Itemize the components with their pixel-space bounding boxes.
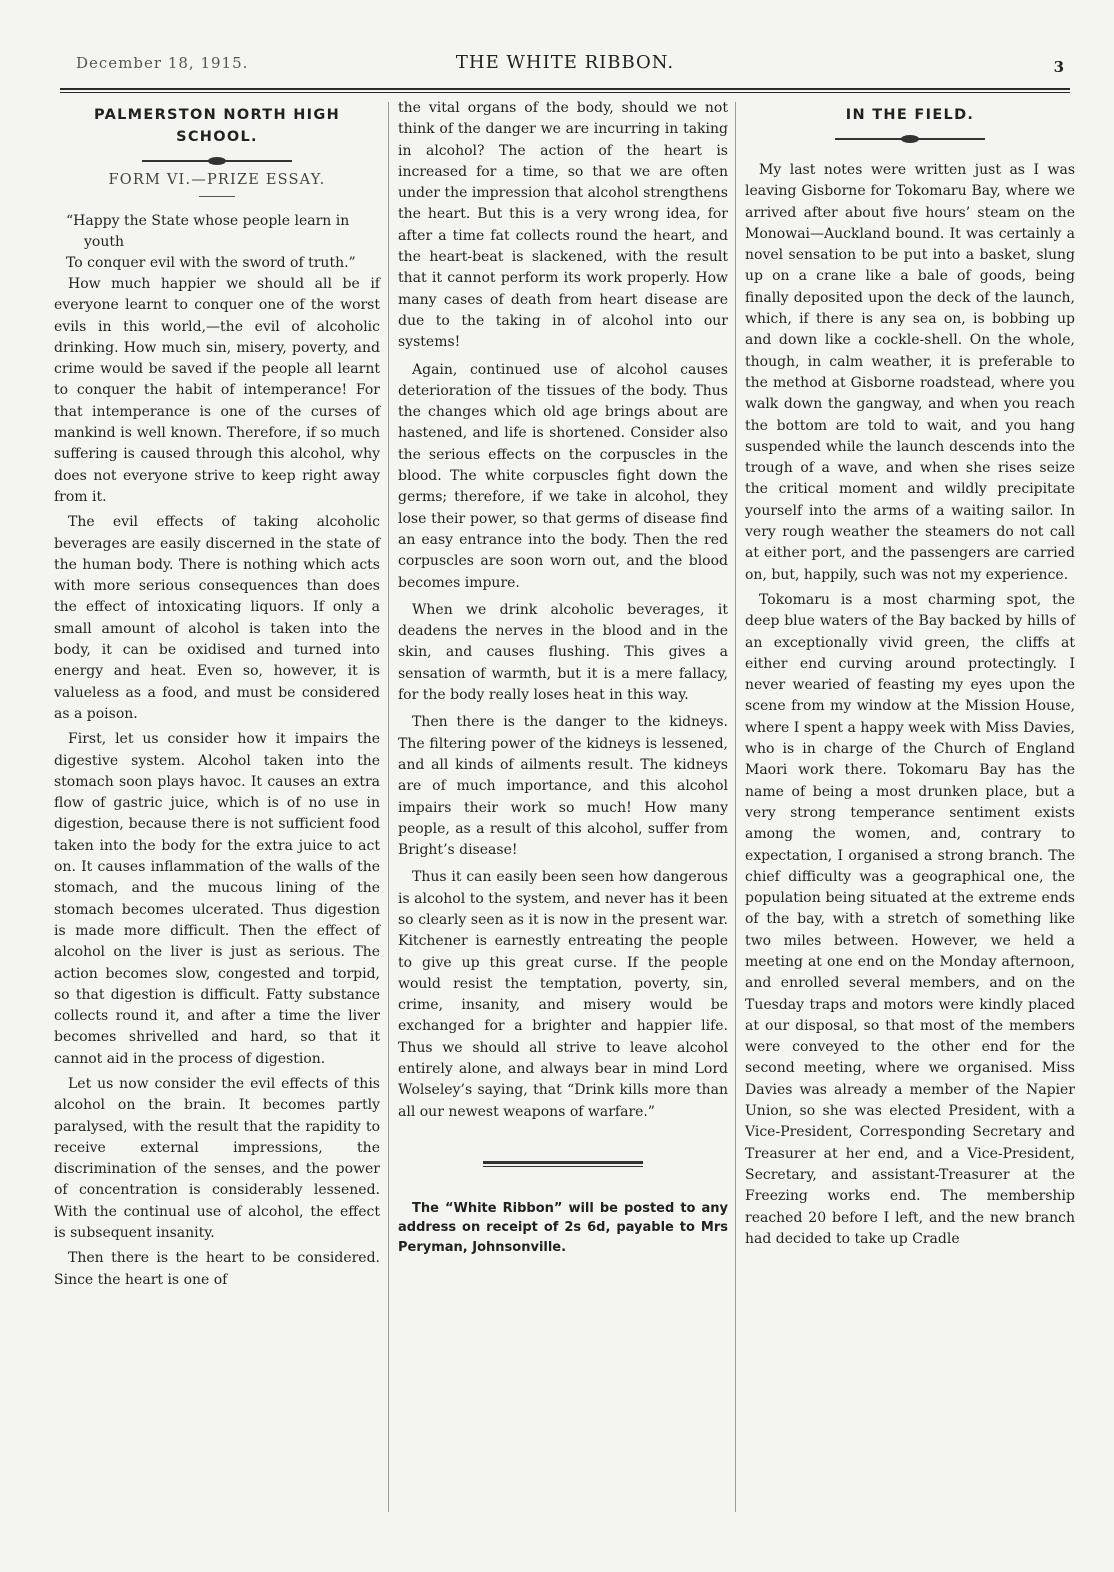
paragraph: How much happier we should all be if everyone learnt to conquer one of the worst evils in this world,—the evil of alcoholic drinking. How much sin, misery, poverty, and crime would be saved if the people all learnt to conquer the habit of intemperance! For that intemperance is one of the curses of mankind is well known. Therefore, if so much suffering is caused through this alcohol, why does not everyone strive to keep right away from it. <box>54 276 380 505</box>
paragraph: The evil effects of taking alcoholic beverages are easily discerned in the state of the human body. There is nothing which acts with more serious consequences than does the effect of intoxicating liquors. If only a small amount of alcohol is taken into the body, it can be oxidised and turned into energy and heat. Even so, however, it is valueless as a food, and must be considered as a poison. <box>54 514 380 722</box>
paragraph: Then there is the heart to be considered. Since the heart is one of <box>54 1250 380 1288</box>
subscription-notice: The “White Ribbon” will be posted to any address on receipt of 2s 6d, payable to Mrs Peryman, Johnsonville. <box>398 1200 728 1255</box>
column-3 <box>745 98 1075 1512</box>
paragraph: Let us now consider the evil effects of this alcohol on the brain. It becomes partly paralysed, with the result that the rapidity to receive external impressions, the discrimination of the senses, and the power of concentration is considerably lessened. With the continual use of alcohol, the effect is subsequent insanity. <box>54 1075 380 1242</box>
column-1 <box>54 98 380 1512</box>
issue-date: December 18, 1915. <box>76 54 249 72</box>
verse-line: “Happy the State whose people learn in youth <box>66 213 350 250</box>
paragraph: Tokomaru is a most charming spot, the deep blue waters of the Bay backed by hills of an exceptionally vivid green, the cliffs at either end curving around protectingly. I never wearied of feasting my eyes upon the scene from my window at the Mission House, where I spent a happy week with Miss Davies, who is in charge of the Church of England Maori work there. Tokomaru Bay has the name of being a most drunken place, but a very strong temperance sentiment exists among the women, and, contrary to expectation, I organised a strong branch. The chief difficulty was a geographical one, the population being situated at the extreme ends of the bay, with a stretch of something like two miles between. However, we held a meeting at one end on the Monday afternoon, and enrolled several members, and on the Tuesday traps and motors were kindly placed at our disposal, so that most of the members were conveyed to the other end for the second meeting, where we organised. Miss Davies was already a member of the Napier Union, so she was elected President, with a Vice-President, Corresponding Secretary and Treasurer at her end, and a Vice-President, Secretary, and assistant-Treasurer at the Freezing works end. The membership reached 20 before I left, and the new branch had decided to take up Cradle <box>745 591 1075 1247</box>
essay-title: PALMERSTON NORTH HIGH SCHOOL. <box>93 107 341 145</box>
paragraph: When we drink alcoholic beverages, it deadens the nerves in the blood and in the skin, and causes flushing. This gives a sensation of warmth, but it is a mere fallacy, for the body really loses heat in this way. <box>398 601 728 704</box>
paragraph: First, let us consider how it impairs the digestive system. Alcohol taken into the stomach soon plays havoc. It causes an extra flow of gastric juice, which is of no use in digestion, because there is not sufficient food taken into the body for the extra juice to act on. It causes inflammation of the walls of the stomach, and the mucous lining of the stomach becomes ulcerated. Thus digestion is made more difficult. Then the effect of alcohol on the liver is just as serious. The action becomes slow, congested and torpid, so that digestion is difficult. Fatty substance collects round it, and after a time the liver becomes shrivelled and hard, so that it cannot aid in the process of digestion. <box>54 731 380 1067</box>
page-number: 3 <box>1053 58 1064 76</box>
header-rule-thin <box>60 92 1070 93</box>
field-title: IN THE FIELD. <box>845 107 975 123</box>
ornament-divider <box>835 134 985 144</box>
paragraph: My last notes were written just as I was leaving Gisborne for Tokomaru Bay, where we arrived after about five hours’ steam on the Monowai—Auckland bound. It was certainly a novel sensation to be put into a basket, slung up on a crane like a bale of goods, being finally deposited upon the deck of the launch, which, if there is any sea on, is bobbing up and down like a cockle-shell. On the whole, though, in calm weather, it is preferable to the method at Gisborne roadstead, where you walk down the gangway, and when you reach the bottom are told to wait, and you hang suspended while the launch descends into the trough of a wave, and when she rises seize the critical moment and wildly precipitate yourself into the arms of a waiting sailor. In very rough weather the steamers do not call at either port, and the passengers are carried on, but, happily, such was not my experience. <box>745 162 1075 583</box>
epigraph-verse <box>54 211 380 274</box>
paragraph: Thus it can easily been seen how dangerous is alcohol to the system, and never has it been so clearly seen as it is now in the present war. Kitchener is earnestly entreating the people to give up this great curse. If the people would resist the temptation, poverty, sin, crime, insanity, and misery would be exchanged for a brighter and happier life. Thus we should all strive to leave alcohol entirely alone, and always bear in mind Lord Wolseley’s saying, that “Drink kills more than all our newest weapons of warfare.” <box>398 869 728 1120</box>
section-divider <box>483 1161 643 1167</box>
paragraph: Again, continued use of alcohol causes deterioration of the tissues of the body. Thus the changes which old age brings about are hastened, and life is shortened. Consider also the serious effects on the corpuscles in the blood. The white corpuscles fight down the germs; therefore, if we take in alcohol, they lose their power, so that germs of disease find an easy entrance into the body. Then the red corpuscles are soon worn out, and the blood becomes impure. <box>398 361 728 591</box>
column-2 <box>398 98 728 1512</box>
essay-subtitle: FORM VI.—PRIZE ESSAY. <box>108 172 326 188</box>
short-divider <box>199 196 235 197</box>
verse-line: To conquer evil with the sword of truth.” <box>66 255 356 271</box>
publication-title: THE WHITE RIBBON. <box>455 52 675 73</box>
header-rule <box>60 88 1070 90</box>
running-head <box>60 50 1070 80</box>
ornament-divider <box>142 156 292 166</box>
paragraph-continued: the vital organs of the body, should we not think of the danger we are incurring in taking in alcohol? The action of the heart is increased for a time, so that we are often under the impression that alcohol strengthens the heart. But this is a very wrong idea, for after a time fat collects round the heart, and the heart-beat is slackened, with the result that it cannot perform its work properly. How many cases of death from heart disease are due to the taking in of alcohol into our systems! <box>398 100 728 351</box>
paragraph: Then there is the danger to the kidneys. The filtering power of the kidneys is lessened, and all kinds of ailments result. The kidneys are of much importance, and this alcohol impairs their work so much! How many people, as a result of this alcohol, suffer from Bright’s disease! <box>398 714 728 859</box>
